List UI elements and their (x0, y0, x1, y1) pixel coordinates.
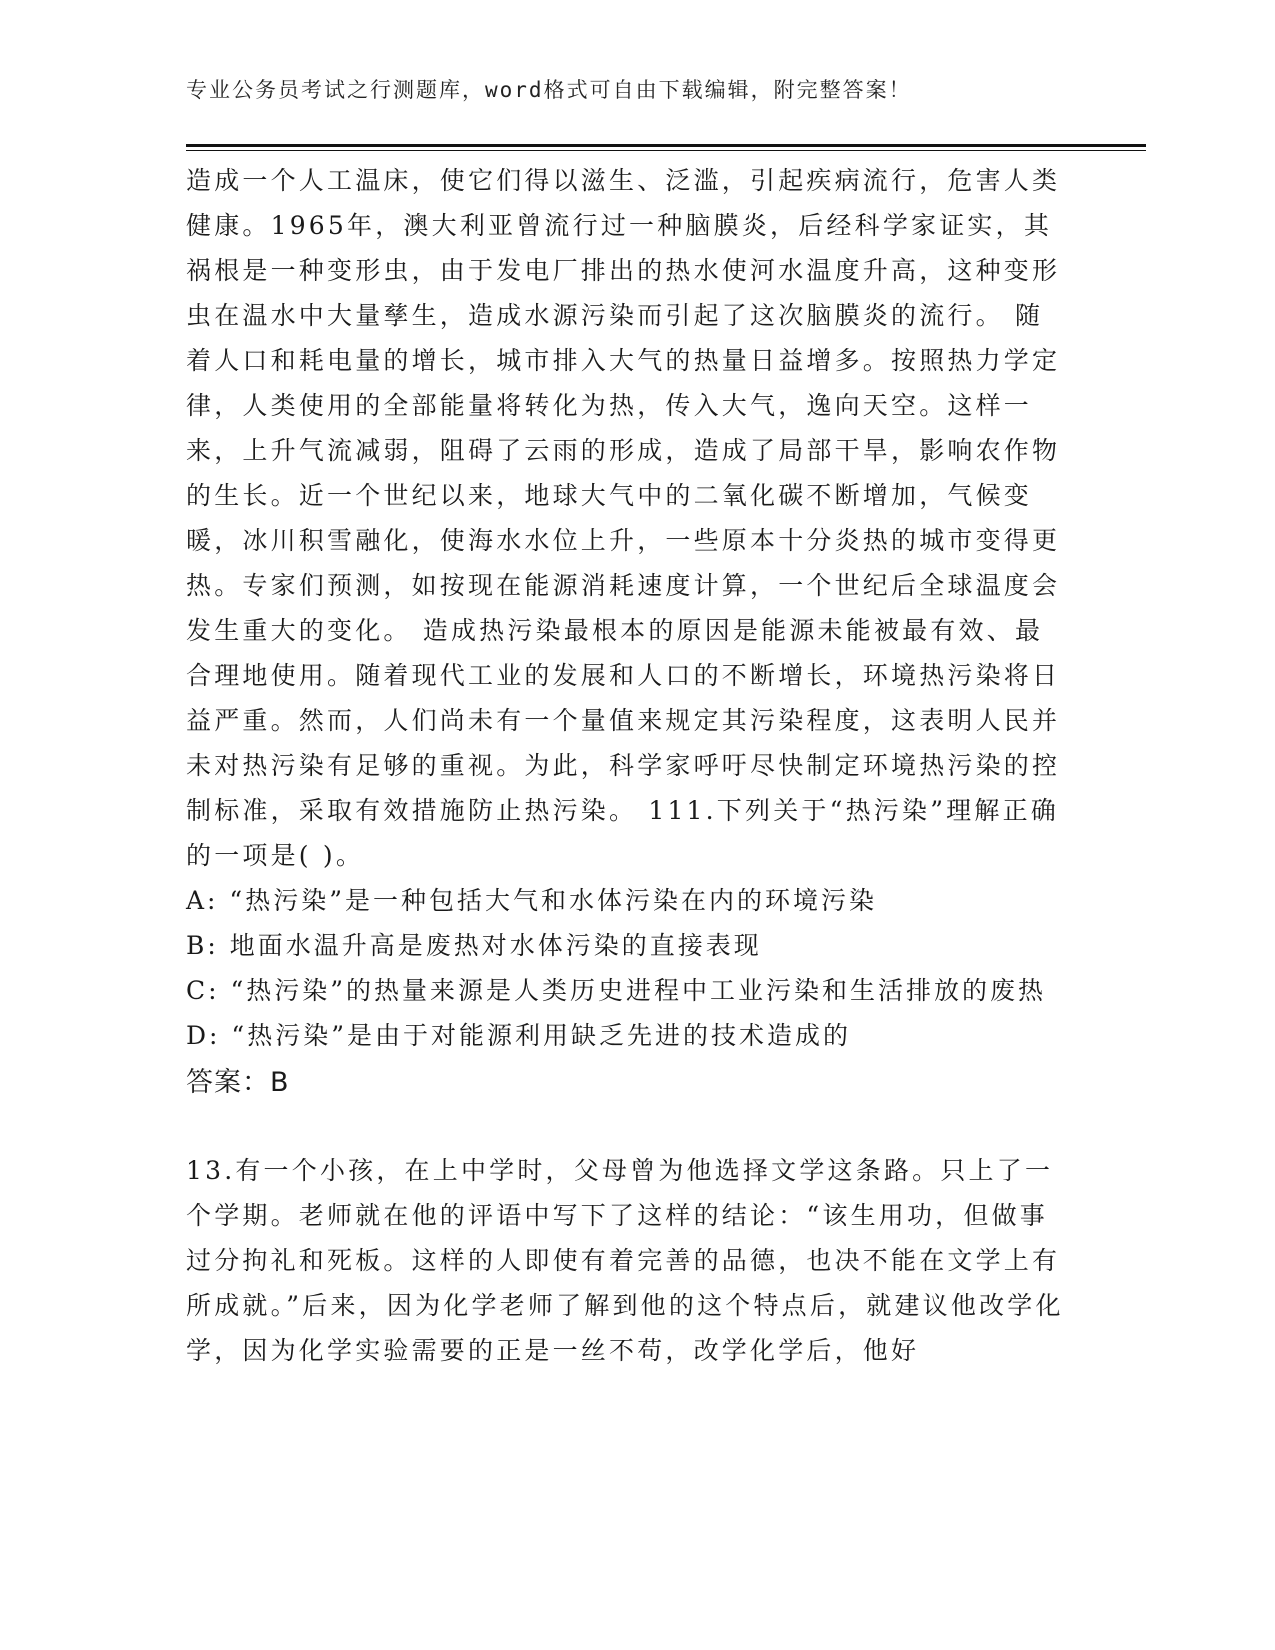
reading-passage: 造成一个人工温床，使它们得以滋生、泛滥，引起疾病流行，危害人类健康。1965年，澳大利亚曾流行过一种脑膜炎，后经科学家证实，其祸根是一种变形虫，由于发电厂排出的热水使河水温度升高，这种变形虫在温水中大量孳生，造成水源污染而引起了这次脑膜炎的流行。 随着人口和耗电量的增长，城市排入大气的热量日益增多。按照热力学定律，人类使用的全部能量将转化为热，传入大气，逸向天空。这样一来，上升气流减弱，阻碍了云雨的形成，造成了局部干旱，影响农作物的生长。近一个世纪以来，地球大气中的二氧化碳不断增加，气候变暖，冰川积雪融化，使海水水位上升，一些原本十分炎热的城市变得更热。专家们预测，如按现在能源消耗速度计算，一个世纪后全球温度会发生重大的变化。 造成热污染最根本的原因是能源未能被最有效、最合理地使用。随着现代工业的发展和人口的不断增长，环境热污染将日益严重。然而，人们尚未有一个量值来规定其污染程度，这表明人民并未对热污染有足够的重视。为此，科学家呼吁尽快制定环境热污染的控制标准，采取有效措施防止热污染。 111.下列关于“热污染”理解正确的一项是( )。 (186, 166, 1061, 870)
document-body (186, 158, 1066, 1373)
option-a: A: “热污染”是一种包括大气和水体污染在内的环境污染 (186, 886, 877, 915)
option-d: D: “热污染”是由于对能源利用缺乏先进的技术造成的 (186, 1021, 851, 1050)
page-header: 专业公务员考试之行测题库，word格式可自由下载编辑，附完整答案！ (186, 78, 912, 102)
option-c: C: “热污染”的热量来源是人类历史进程中工业污染和生活排放的废热 (186, 976, 1047, 1005)
option-b: B: 地面水温升高是废热对水体污染的直接表现 (186, 931, 762, 960)
header-rule-thick (186, 144, 1146, 147)
header-rule-thin (186, 150, 1146, 151)
question-13: 13.有一个小孩，在上中学时，父母曾为他选择文学这条路。只上了一个学期。老师就在他的评语中写下了这样的结论：“该生用功，但做事过分拘礼和死板。这样的人即使有着完善的品德，也决不能在文学上有所成就。”后来，因为化学老师了解到他的这个特点后，就建议他改学化学，因为化学实验需要的正是一丝不苟，改学化学后，他好 (186, 1156, 1064, 1365)
answer-line: 答案：B (186, 1067, 290, 1098)
